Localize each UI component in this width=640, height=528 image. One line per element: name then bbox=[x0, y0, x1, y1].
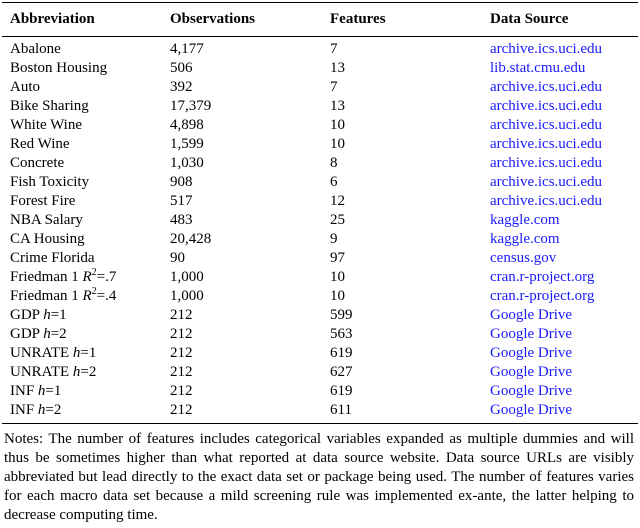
cell-data-source bbox=[490, 97, 638, 116]
data-source-link[interactable]: archive.ics.uci.edu bbox=[490, 155, 603, 171]
data-source-link[interactable]: kaggle.com bbox=[490, 212, 560, 228]
cell-data-source bbox=[490, 306, 638, 325]
data-source-link[interactable]: archive.ics.uci.edu bbox=[490, 174, 603, 190]
header-observations: Observations bbox=[170, 11, 256, 27]
cell-abbreviation: UNRATE h=1 bbox=[10, 345, 97, 361]
cell-features: 10 bbox=[330, 269, 345, 285]
cell-observations: 1,000 bbox=[170, 288, 204, 304]
table-row bbox=[2, 37, 638, 60]
data-table bbox=[2, 2, 638, 424]
data-source-link[interactable]: census.gov bbox=[490, 250, 557, 266]
table-row bbox=[2, 249, 638, 268]
table-header bbox=[2, 3, 638, 37]
cell-features: 8 bbox=[330, 155, 338, 171]
data-source-link[interactable]: Google Drive bbox=[490, 345, 573, 361]
table-row bbox=[2, 97, 638, 116]
table-notes: Notes: The number of features includes categorical variables expanded as multiple dummies and will thus be sometimes higher than what reported at data source website. Data source URLs are visibly abbreviated but lead directly to the exact data set or package being used. The number of features varies for each macro data set because a mild screening rule was implemented ex-ante, the latter helping to decrease computing time. bbox=[4, 431, 634, 523]
data-source-link[interactable]: Google Drive bbox=[490, 364, 573, 380]
header-abbreviation: Abbreviation bbox=[10, 11, 95, 27]
cell-abbreviation: White Wine bbox=[10, 117, 83, 133]
cell-data-source bbox=[490, 173, 638, 192]
table-row bbox=[2, 230, 638, 249]
cell-abbreviation: Friedman 1 $R^2=.7$ bbox=[10, 267, 117, 285]
data-source-link[interactable]: archive.ics.uci.edu bbox=[490, 41, 603, 57]
data-source-link[interactable]: Google Drive bbox=[490, 402, 573, 418]
cell-features: 611 bbox=[330, 402, 352, 418]
cell-features: 6 bbox=[330, 174, 338, 190]
table-row bbox=[2, 59, 638, 78]
cell-observations: 1,030 bbox=[170, 155, 204, 171]
table-row bbox=[2, 363, 638, 382]
cell-abbreviation: Red Wine bbox=[10, 136, 70, 152]
data-source-link[interactable]: archive.ics.uci.edu bbox=[490, 136, 603, 152]
cell-abbreviation: Bike Sharing bbox=[10, 98, 89, 114]
table-row bbox=[2, 325, 638, 344]
cell-features: 7 bbox=[330, 41, 338, 57]
cell-features: 10 bbox=[330, 117, 345, 133]
cell-data-source bbox=[490, 192, 638, 211]
cell-observations: 212 bbox=[170, 383, 193, 399]
cell-observations: 17,379 bbox=[170, 98, 212, 114]
cell-features: 7 bbox=[330, 79, 338, 95]
cell-observations: 20,428 bbox=[170, 231, 212, 247]
data-source-link[interactable]: cran.r-project.org bbox=[490, 269, 595, 285]
cell-features: 12 bbox=[330, 193, 345, 209]
cell-observations: 4,177 bbox=[170, 41, 204, 57]
table-body bbox=[2, 37, 638, 424]
table-row bbox=[2, 135, 638, 154]
cell-observations: 517 bbox=[170, 193, 193, 209]
cell-abbreviation: CA Housing bbox=[10, 231, 85, 247]
data-source-link[interactable]: archive.ics.uci.edu bbox=[490, 98, 603, 114]
table-row bbox=[2, 211, 638, 230]
cell-features: 9 bbox=[330, 231, 338, 247]
table-row bbox=[2, 192, 638, 211]
table-row bbox=[2, 154, 638, 173]
cell-features: 619 bbox=[330, 345, 353, 361]
cell-abbreviation: Friedman 1 $R^2=.4$ bbox=[10, 286, 117, 304]
data-source-link[interactable]: kaggle.com bbox=[490, 231, 560, 247]
cell-features: 563 bbox=[330, 326, 353, 342]
cell-observations: 1,000 bbox=[170, 269, 204, 285]
cell-data-source bbox=[490, 382, 638, 401]
cell-abbreviation: Auto bbox=[10, 79, 40, 95]
data-source-link[interactable]: Google Drive bbox=[490, 307, 573, 323]
cell-observations: 212 bbox=[170, 402, 193, 418]
cell-data-source bbox=[490, 325, 638, 344]
cell-abbreviation: NBA Salary bbox=[10, 212, 83, 228]
cell-data-source bbox=[490, 78, 638, 97]
cell-abbreviation: GDP h=2 bbox=[10, 326, 67, 342]
cell-observations: 506 bbox=[170, 60, 193, 76]
table-row bbox=[2, 78, 638, 97]
cell-features: 10 bbox=[330, 136, 345, 152]
cell-observations: 212 bbox=[170, 364, 193, 380]
cell-abbreviation: INF h=2 bbox=[10, 402, 62, 418]
header-row bbox=[2, 3, 638, 37]
cell-abbreviation: Concrete bbox=[10, 155, 65, 171]
cell-data-source bbox=[490, 135, 638, 154]
header-data-source: Data Source bbox=[490, 11, 569, 27]
cell-features: 25 bbox=[330, 212, 345, 228]
cell-observations: 212 bbox=[170, 307, 193, 323]
cell-features: 599 bbox=[330, 307, 353, 323]
cell-observations: 212 bbox=[170, 345, 193, 361]
cell-abbreviation: INF h=1 bbox=[10, 383, 62, 399]
cell-abbreviation: GDP h=1 bbox=[10, 307, 67, 323]
cell-features: 10 bbox=[330, 288, 345, 304]
cell-data-source bbox=[490, 37, 638, 60]
cell-observations: 392 bbox=[170, 79, 193, 95]
cell-data-source bbox=[490, 116, 638, 135]
cell-features: 13 bbox=[330, 60, 345, 76]
cell-data-source bbox=[490, 154, 638, 173]
cell-data-source bbox=[490, 59, 638, 78]
cell-data-source bbox=[490, 363, 638, 382]
table-row bbox=[2, 116, 638, 135]
cell-abbreviation: Forest Fire bbox=[10, 193, 76, 209]
cell-data-source bbox=[490, 287, 638, 306]
cell-abbreviation: UNRATE h=2 bbox=[10, 364, 97, 380]
table-row bbox=[2, 344, 638, 363]
header-features: Features bbox=[330, 11, 386, 27]
cell-abbreviation: Fish Toxicity bbox=[10, 174, 90, 190]
cell-features: 13 bbox=[330, 98, 345, 114]
data-source-link[interactable]: lib.stat.cmu.edu bbox=[490, 60, 586, 76]
data-source-link[interactable]: archive.ics.uci.edu bbox=[490, 117, 603, 133]
cell-data-source bbox=[490, 249, 638, 268]
data-source-link[interactable]: Google Drive bbox=[490, 383, 573, 399]
cell-data-source bbox=[490, 230, 638, 249]
data-source-link[interactable]: cran.r-project.org bbox=[490, 288, 595, 304]
cell-abbreviation: Boston Housing bbox=[10, 60, 108, 76]
cell-observations: 212 bbox=[170, 326, 193, 342]
cell-data-source bbox=[490, 268, 638, 287]
data-source-link[interactable]: Google Drive bbox=[490, 326, 573, 342]
table-row bbox=[2, 401, 638, 424]
cell-abbreviation: Abalone bbox=[10, 41, 61, 57]
cell-abbreviation: Crime Florida bbox=[10, 250, 95, 266]
cell-features: 619 bbox=[330, 383, 353, 399]
data-source-link[interactable]: archive.ics.uci.edu bbox=[490, 193, 603, 209]
data-source-link[interactable]: archive.ics.uci.edu bbox=[490, 79, 603, 95]
table-row bbox=[2, 382, 638, 401]
cell-observations: 483 bbox=[170, 212, 193, 228]
cell-features: 97 bbox=[330, 250, 345, 266]
cell-observations: 1,599 bbox=[170, 136, 204, 152]
table-row bbox=[2, 173, 638, 192]
table-row bbox=[2, 306, 638, 325]
cell-data-source bbox=[490, 344, 638, 363]
cell-features: 627 bbox=[330, 364, 353, 380]
table-row bbox=[2, 268, 638, 287]
cell-data-source bbox=[490, 401, 638, 424]
cell-observations: 908 bbox=[170, 174, 193, 190]
cell-observations: 4,898 bbox=[170, 117, 204, 133]
cell-observations: 90 bbox=[170, 250, 185, 266]
cell-data-source bbox=[490, 211, 638, 230]
table-row bbox=[2, 287, 638, 306]
